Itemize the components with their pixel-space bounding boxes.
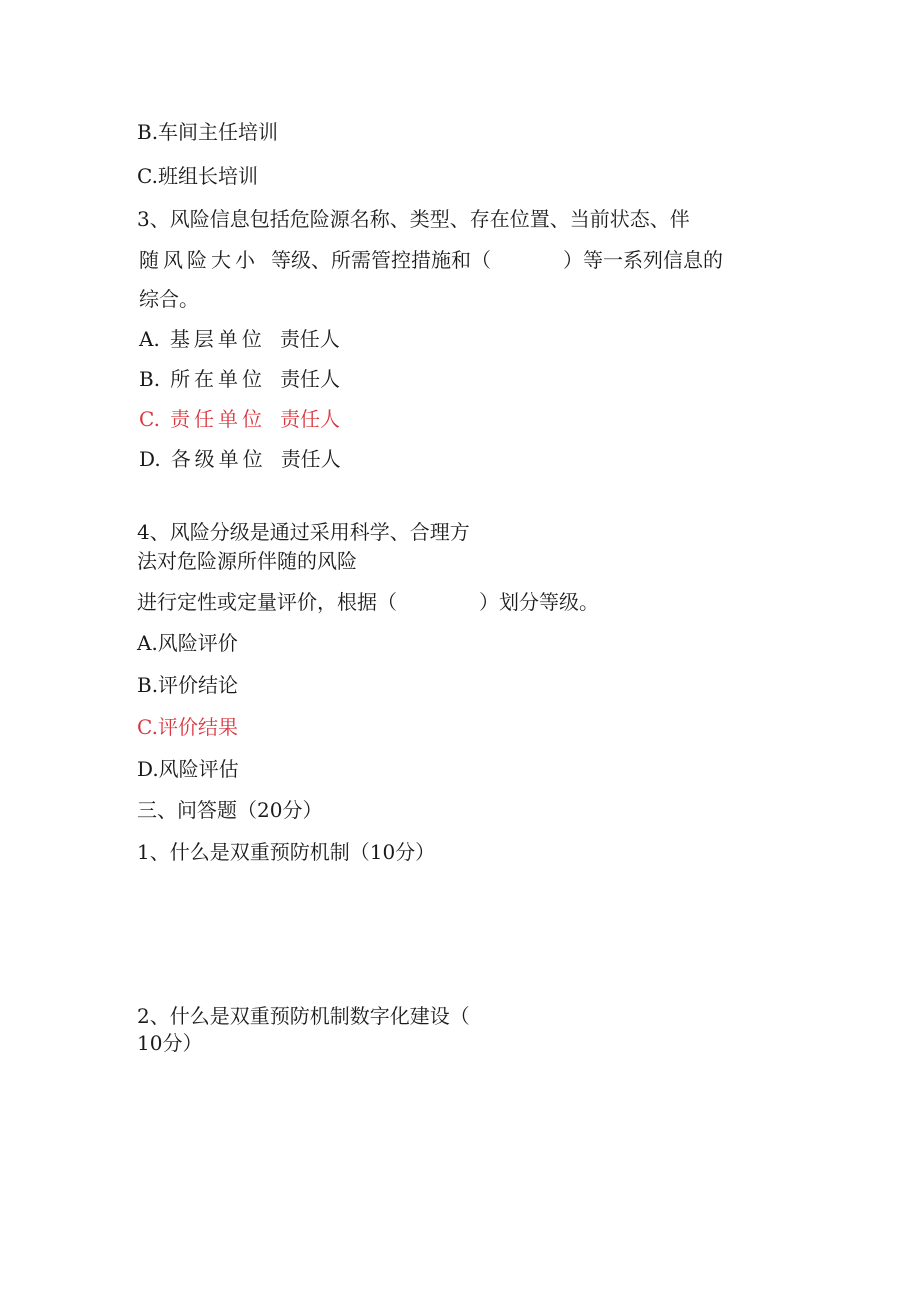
- q3-option-text2: 责任人: [280, 367, 341, 391]
- q3-stem-line2: [139, 248, 723, 272]
- qa-question-2-line1: 2、什么是双重预防机制数字化建设（: [137, 1004, 470, 1028]
- q3-option-text2: 责任人: [279, 407, 340, 431]
- q4-option-c-answer: C.评价结果: [137, 715, 238, 739]
- q3-option-text: 基层单位: [169, 327, 266, 351]
- section-title-qa: 三、问答题（20分）: [137, 798, 323, 822]
- q3-option-text2: 责任人: [280, 447, 341, 471]
- q3-stem-line2-part2: 等级、所需管控措施和（: [271, 248, 491, 272]
- q4-stem-line2: 法对危险源所伴随的风险: [137, 549, 357, 573]
- q4-stem-line1: 4、风险分级是通过采用科学、合理方: [137, 520, 470, 544]
- q3-option-label: B.: [139, 367, 161, 391]
- q4-option-b: B.评价结论: [137, 673, 239, 697]
- q3-option-text: 所在单位: [170, 367, 267, 391]
- q3-stem-line1: 3、风险信息包括危险源名称、类型、存在位置、当前状态、伴: [137, 207, 690, 231]
- qa-question-2-line2: 10分）: [137, 1031, 203, 1055]
- q3-option-a: [139, 327, 340, 351]
- q3-option-d: [139, 447, 341, 471]
- q4-option-d: D.风险评估: [137, 757, 239, 781]
- q3-option-text2: 责任人: [279, 327, 340, 351]
- q3-option-c-answer: [139, 407, 340, 431]
- q3-option-label: D.: [139, 447, 161, 471]
- q4-stem-line3: [137, 590, 599, 614]
- q3-option-b: [139, 367, 340, 391]
- q4-stem-line3-part1: 进行定性或定量评价，根据（: [137, 590, 397, 614]
- q3-stem-line2-part3: ）等一系列信息的: [563, 248, 723, 272]
- q2-option-c: C.班组长培训: [137, 164, 258, 188]
- q3-stem-line3: 综合。: [139, 287, 199, 311]
- q3-option-text: 责任单位: [169, 407, 266, 431]
- q3-option-label: C.: [139, 407, 160, 431]
- q4-stem-line3-part2: ）划分等级。: [479, 590, 599, 614]
- q3-option-text: 各级单位: [170, 447, 267, 471]
- q3-option-label: A.: [139, 327, 160, 351]
- q2-option-b: B.车间主任培训: [137, 120, 279, 144]
- q4-option-a: A.风险评价: [137, 631, 238, 655]
- qa-question-1: 1、什么是双重预防机制（10分）: [137, 840, 436, 864]
- q3-stem-line2-part1: 随风险大小: [139, 248, 259, 272]
